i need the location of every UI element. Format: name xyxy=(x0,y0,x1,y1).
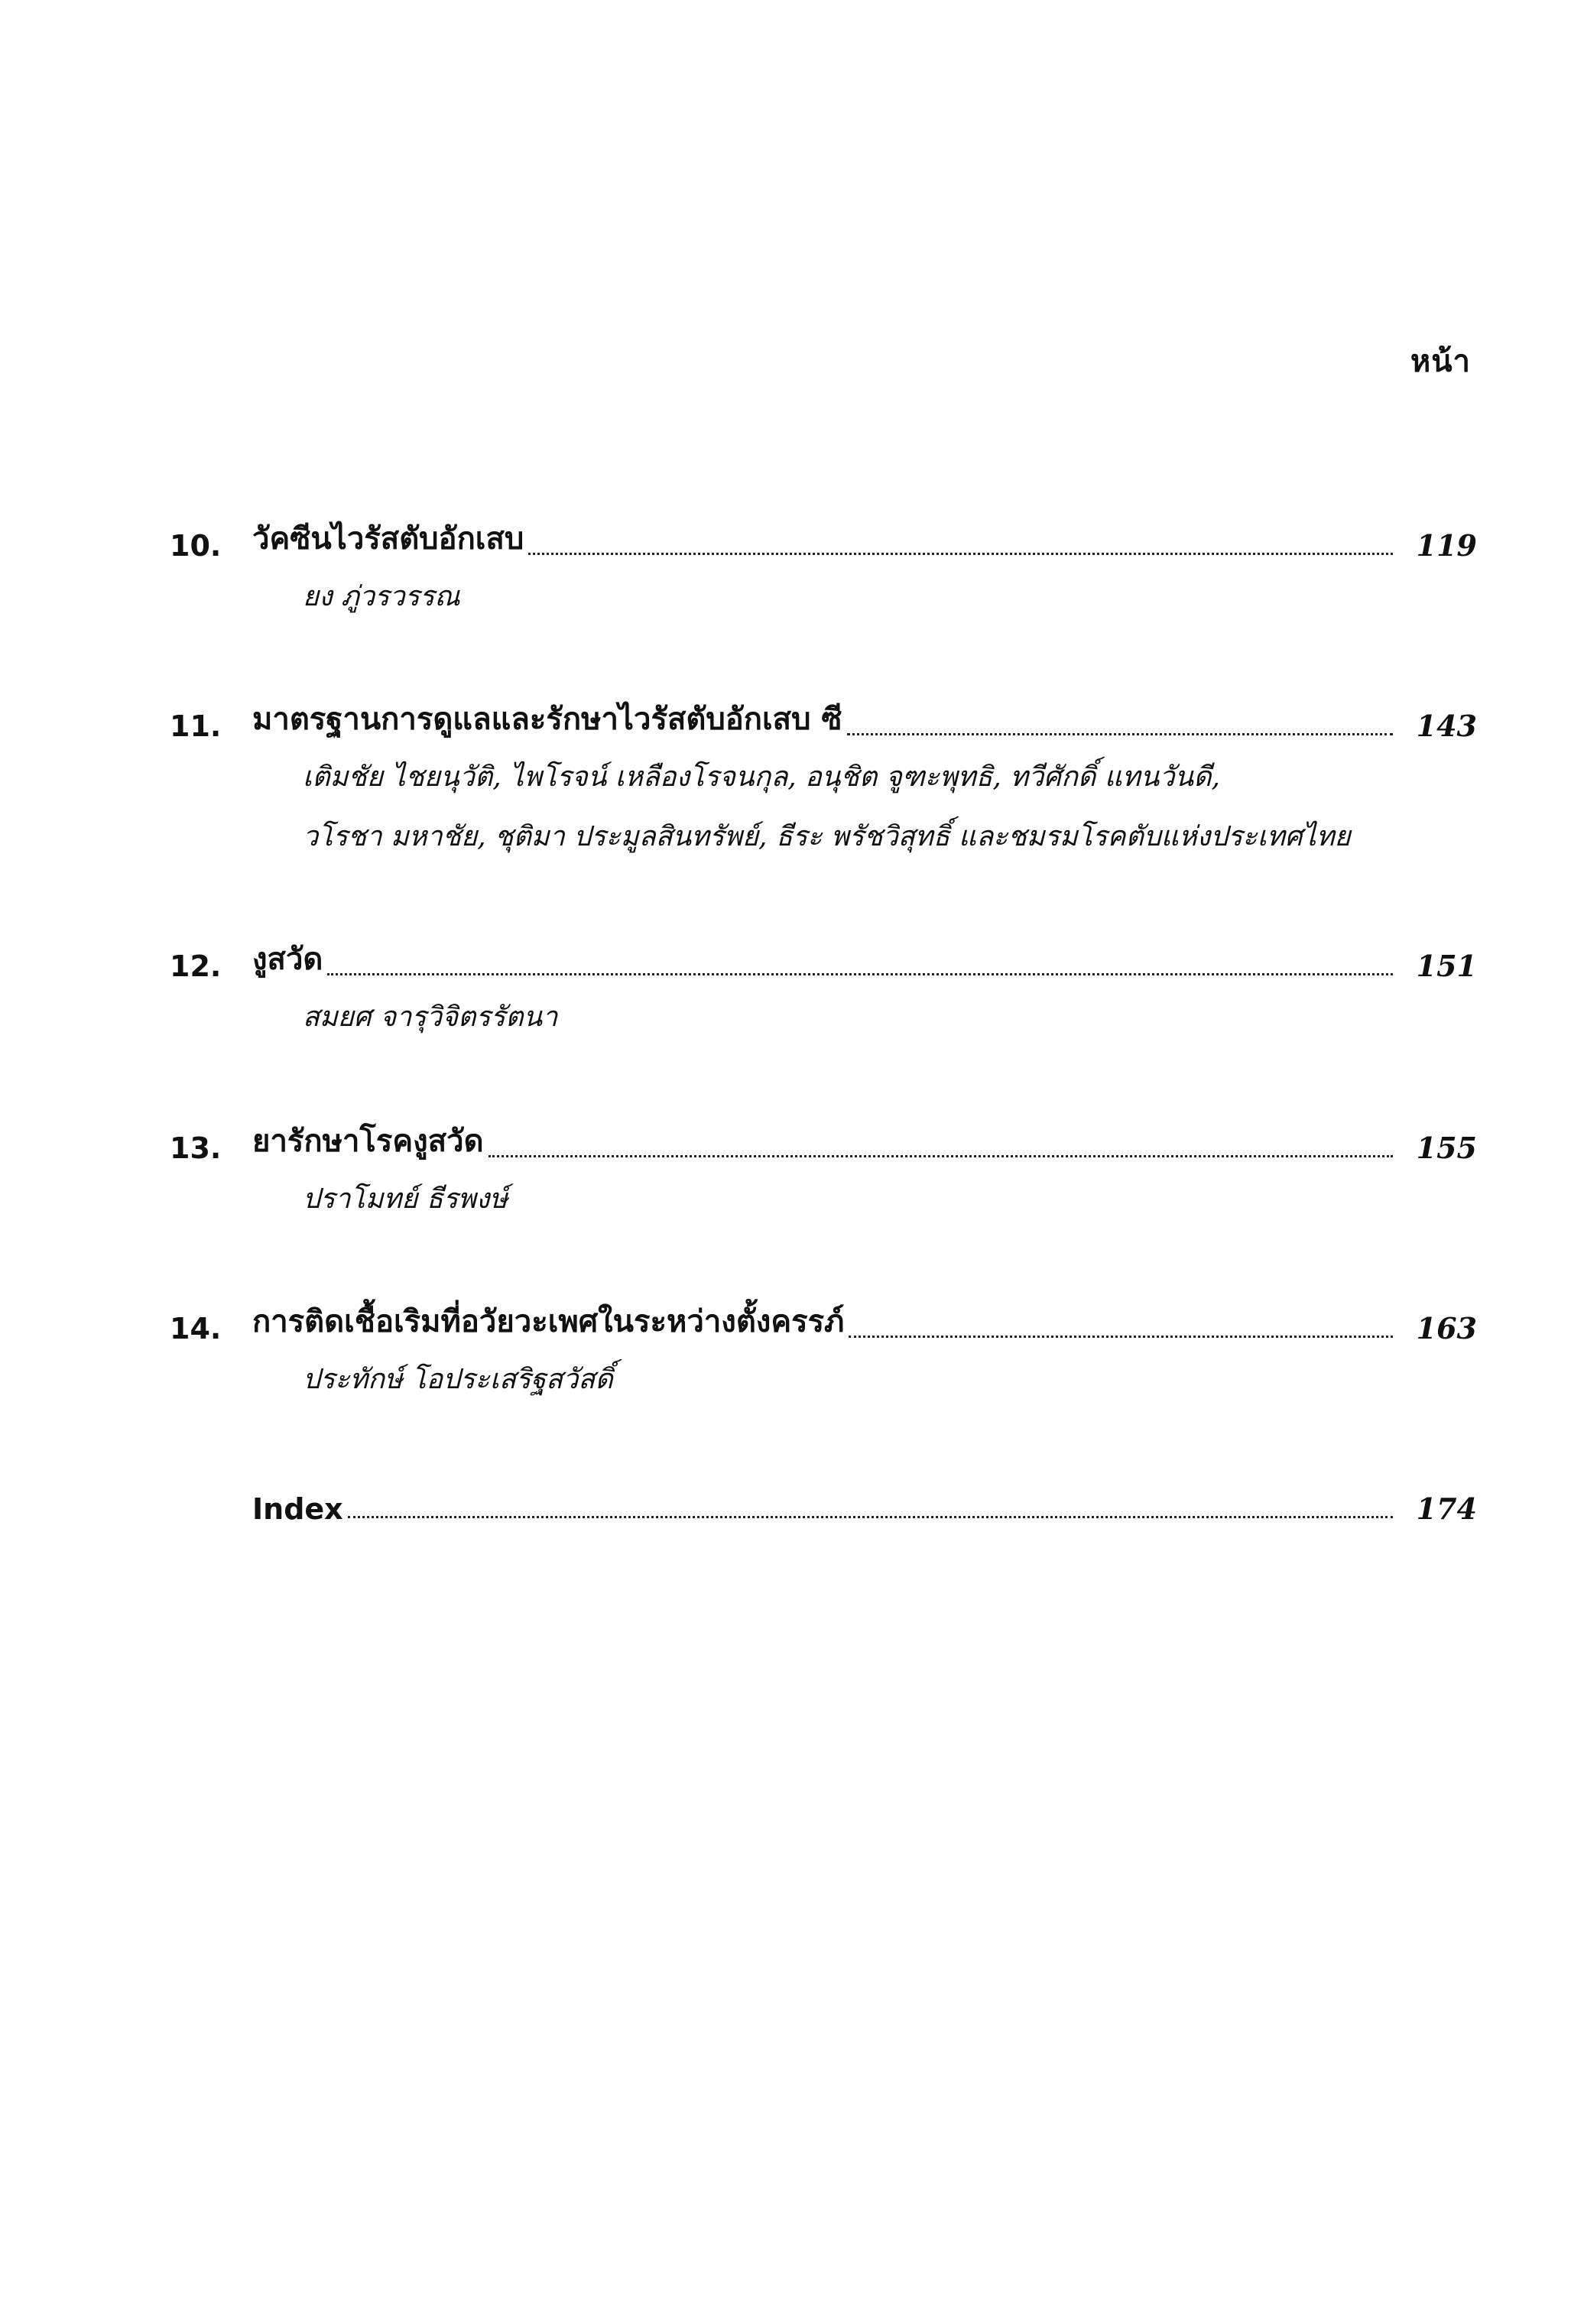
entry-title: งูสวัด xyxy=(252,942,323,977)
entry-number: 14. xyxy=(170,1312,222,1345)
entry-number: 12. xyxy=(170,949,222,983)
page-column-label: หน้า xyxy=(1410,344,1471,379)
toc-entry-10 xyxy=(170,514,1477,627)
entry-authors: ประทักษ์ โอประเสริฐสวัสดิ์ xyxy=(303,1364,613,1395)
entry-authors: ปราโมทย์ ธีรพงษ์ xyxy=(303,1183,508,1215)
entry-number: 11. xyxy=(170,709,222,743)
entry-page-number: 163 xyxy=(1416,1311,1477,1345)
toc-entry-14 xyxy=(170,1297,1477,1410)
entry-title: Index xyxy=(252,1492,343,1526)
toc-entry-title-row xyxy=(170,934,1477,988)
entry-page-number: 151 xyxy=(1416,949,1477,983)
dot-leader xyxy=(847,732,1393,735)
toc-entry-12 xyxy=(170,934,1477,1047)
entry-title: วัคซีนไวรัสตับอักเสบ xyxy=(252,521,524,557)
entry-authors: ยง ภู่วรวรรณ xyxy=(303,581,460,612)
toc-entry-title-row xyxy=(170,1477,1477,1530)
dot-leader xyxy=(489,1154,1393,1157)
entry-number: 10. xyxy=(170,529,222,563)
dot-leader xyxy=(327,972,1393,975)
toc-entry-11 xyxy=(170,694,1477,867)
toc-entry-index xyxy=(170,1477,1477,1530)
entry-title: ยารักษาโรคงูสวัด xyxy=(252,1124,484,1159)
entry-title: การติดเชื้อเริมที่อวัยวะเพศในระหว่างตั้งครรภ์ xyxy=(252,1304,845,1339)
toc-entry-13 xyxy=(170,1116,1477,1229)
entry-page-number: 174 xyxy=(1416,1491,1477,1526)
toc-entry-title-row xyxy=(170,514,1477,567)
entry-authors: วโรชา มหาชัย, ชุติมา ประมูลสินทรัพย์, ธีระ พรัชวิสุทธิ์ และชมรมโรคตับแห่งประเทศไทย xyxy=(303,821,1351,852)
entry-page-number: 143 xyxy=(1416,709,1477,743)
toc-entry-title-row xyxy=(170,694,1477,748)
dot-leader xyxy=(348,1515,1393,1518)
toc-entry-title-row xyxy=(170,1116,1477,1170)
toc-entry-title-row xyxy=(170,1297,1477,1350)
entry-title: มาตรฐานการดูแลและรักษาไวรัสตับอักเสบ ซี xyxy=(252,702,842,737)
dot-leader xyxy=(528,552,1393,555)
entry-authors: สมยศ จารุวิจิตรรัตนา xyxy=(303,1001,558,1033)
dot-leader xyxy=(849,1335,1393,1338)
entry-number: 13. xyxy=(170,1131,222,1165)
entry-page-number: 119 xyxy=(1416,528,1477,563)
entry-page-number: 155 xyxy=(1416,1131,1477,1165)
entry-authors: เติมชัย ไชยนุวัติ, ไพโรจน์ เหลืองโรจนกุล, อนุชิต จูฑะพุทธิ, ทวีศักดิ์ แทนวันดี, xyxy=(303,761,1220,793)
